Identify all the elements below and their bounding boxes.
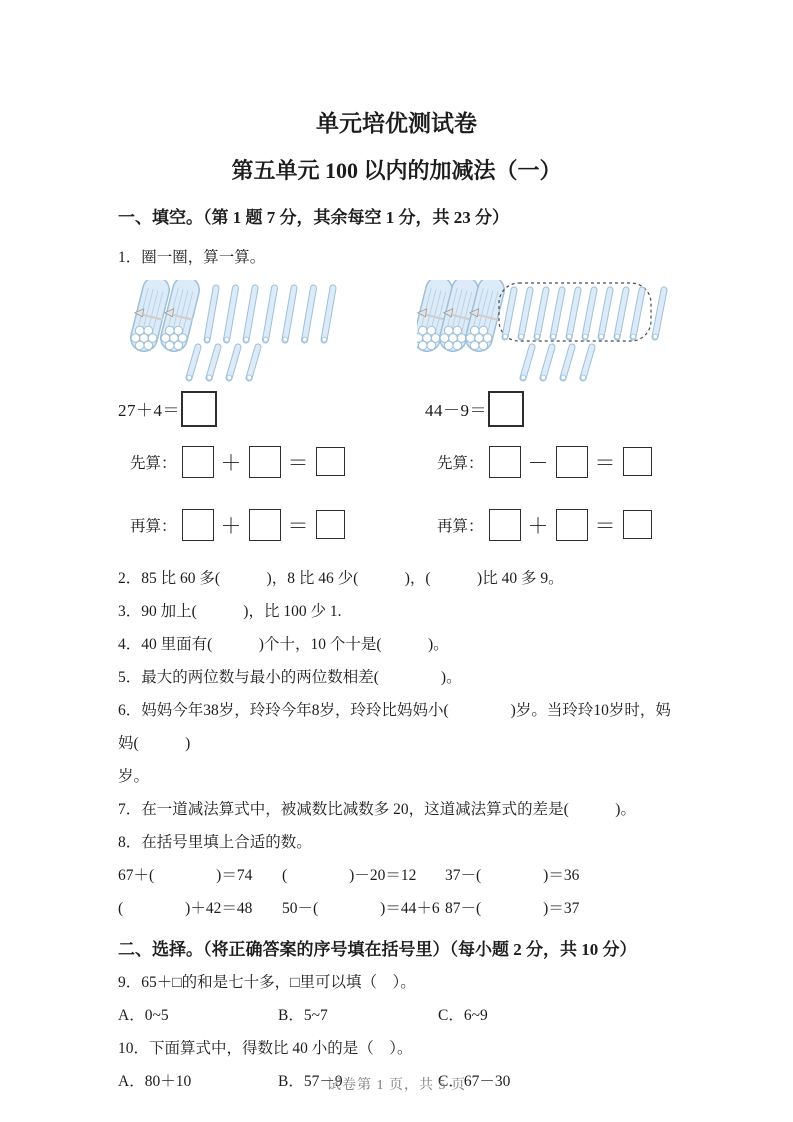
answer-box xyxy=(181,391,217,427)
q9-options-row xyxy=(118,999,675,1032)
answer-box xyxy=(182,446,214,478)
answer-box xyxy=(556,446,588,478)
q1-right-expression: 44－9＝ xyxy=(425,401,487,421)
question-7: 7．在一道减法算式中，被减数比减数多 20，这道减法算式的差是( )。 xyxy=(118,800,636,818)
q1-left-expression-row xyxy=(118,390,425,428)
question-9-prompt: 9．65＋□的和是七十多，□里可以填（ ）。 xyxy=(118,973,416,991)
option-a: A．0~5 xyxy=(118,1006,169,1024)
then-step-label: 再算： xyxy=(130,517,177,535)
q8-equation-row-2 xyxy=(118,892,675,925)
answer-box xyxy=(488,391,524,427)
operator: － xyxy=(527,450,549,475)
answer-box xyxy=(489,509,521,541)
sticks-illustration xyxy=(118,280,675,382)
operator: ＋ xyxy=(220,450,242,475)
page-title: 单元培优测试卷 xyxy=(316,111,477,136)
fill-equation: 87－( )＝37 xyxy=(445,899,580,917)
equals-sign: ＝ xyxy=(594,513,616,538)
operator: ＋ xyxy=(220,513,242,538)
first-step-label: 先算： xyxy=(437,454,484,472)
answer-box xyxy=(623,510,652,539)
answer-box xyxy=(316,447,345,476)
section2-heading: 二、选择。（将正确答案的序号填在括号里）（每小题 2 分，共 10 分） xyxy=(118,939,637,959)
question-1-prompt: 1．圈一圈，算一算。 xyxy=(118,248,266,266)
q1-left-then-step-row xyxy=(118,508,425,542)
first-step-label: 先算： xyxy=(130,454,177,472)
option-a: A．80＋10 xyxy=(118,1072,192,1090)
q1-left-work xyxy=(118,390,425,542)
sticks-left-group xyxy=(122,280,372,382)
equals-sign: ＝ xyxy=(594,450,616,475)
equals-sign: ＝ xyxy=(287,513,309,538)
answer-box xyxy=(249,446,281,478)
option-b: B．5~7 xyxy=(278,1006,328,1024)
option-c: C．67－30 xyxy=(438,1072,511,1090)
option-c: C．6~9 xyxy=(438,1006,488,1024)
fill-equation: ( )＋42＝48 xyxy=(118,899,253,917)
question-2: 2．85 比 60 多( )，8 比 46 少( )，( )比 40 多 9。 xyxy=(118,569,564,587)
q1-left-first-step-row xyxy=(118,445,425,479)
answer-box xyxy=(249,509,281,541)
operator: ＋ xyxy=(527,513,549,538)
page-number-footer: 试卷第 1 页，共 5 页 xyxy=(327,1078,466,1093)
question-6-line2: 岁。 xyxy=(118,767,150,785)
answer-box xyxy=(556,509,588,541)
answer-box xyxy=(489,446,521,478)
answer-box xyxy=(623,447,652,476)
q8-equation-row-1 xyxy=(118,859,675,892)
question-10-prompt: 10．下面算式中，得数比 40 小的是（ ）。 xyxy=(118,1039,413,1057)
question-8-prompt: 8．在括号里填上合适的数。 xyxy=(118,833,312,851)
answer-box xyxy=(316,510,345,539)
question-3: 3．90 加上( )，比 100 少 1. xyxy=(118,602,342,620)
q1-left-expression: 27＋4＝ xyxy=(118,401,180,421)
q1-right-expression-row xyxy=(425,390,675,428)
question-5: 5．最大的两位数与最小的两位数相差( )。 xyxy=(118,668,462,686)
q1-right-work xyxy=(425,390,675,542)
sticks-right-group xyxy=(417,280,673,382)
q1-worked-equations xyxy=(118,390,675,542)
answer-box xyxy=(182,509,214,541)
option-b: B．57－9 xyxy=(278,1072,343,1090)
q1-right-then-step-row xyxy=(425,508,675,542)
equals-sign: ＝ xyxy=(287,450,309,475)
fill-equation: ( )－20＝12 xyxy=(282,866,417,884)
q1-right-first-step-row xyxy=(425,445,675,479)
page-subtitle: 第五单元 100 以内的加减法（一） xyxy=(231,158,562,184)
then-step-label: 再算： xyxy=(437,517,484,535)
fill-equation: 67＋( )＝74 xyxy=(118,866,253,884)
section1-heading: 一、填空。（第 1 题 7 分，其余每空 1 分，共 23 分） xyxy=(118,207,509,227)
fill-equation: 37－( )＝36 xyxy=(445,866,580,884)
fill-equation: 50－( )＝44＋6 xyxy=(282,899,440,917)
question-4: 4．40 里面有( )个十，10 个十是( )。 xyxy=(118,635,449,653)
question-6-line1: 6．妈妈今年38岁，玲玲今年8岁，玲玲比妈妈小( )岁。当玲玲10岁时，妈妈( ) xyxy=(118,701,671,752)
